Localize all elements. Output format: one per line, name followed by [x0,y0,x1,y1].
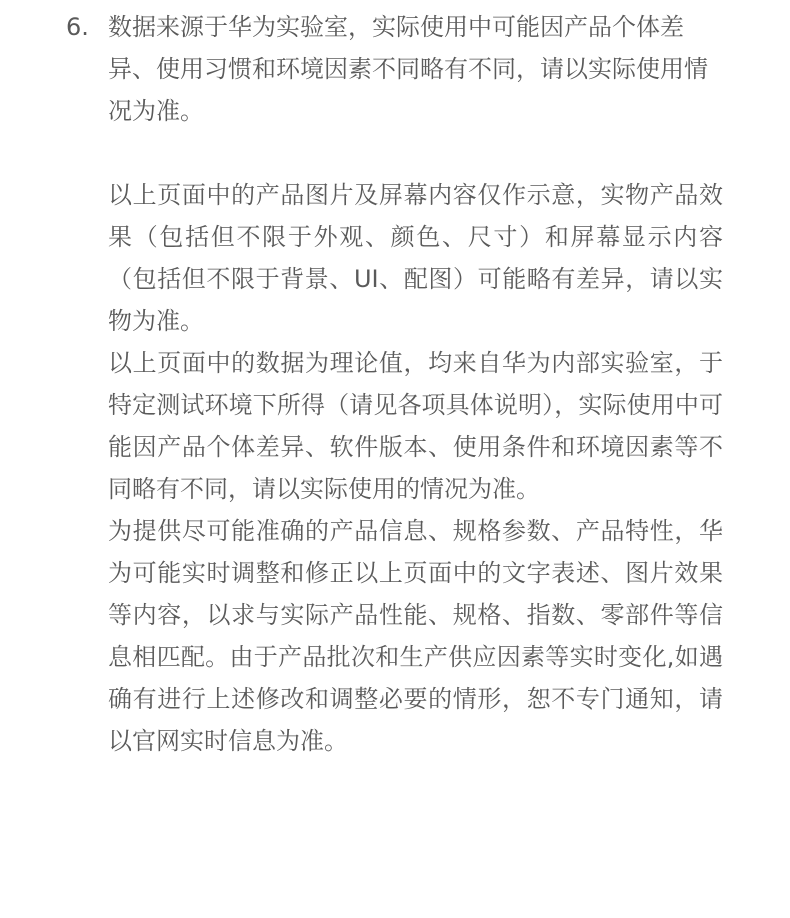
paragraph-image-disclaimer: 以上页面中的产品图片及屏幕内容仅作示意，实物产品效果（包括但不限于外观、颜色、尺寸）和屏幕显示内容（包括但不限于背景、UI、配图）可能略有差异，请以实物为准。 [108,181,723,335]
paragraph-data-disclaimer: 以上页面中的数据为理论值，均来自华为内部实验室，于特定测试环境下所得（请见各项具体说明），实际使用中可能因产品个体差异、软件版本、使用条件和环境因素等不同略有不同，请以实际使用的情况为准。 [108,349,723,503]
paragraph-update-disclaimer: 为提供尽可能准确的产品信息、规格参数、产品特性，华为可能实时调整和修正以上页面中的文字表述、图片效果等内容，以求与实际产品性能、规格、指数、零部件等信息相匹配。由于产品批次和生产供应因素等实时变化,如遇确有进行上述修改和调整必要的情形，恕不专门通知，请以官网实时信息为准。 [108,517,723,755]
note-text: 数据来源于华为实验室，实际使用中可能因产品个体差异、使用习惯和环境因素不同略有不同，请以实际使用情况为准。 [108,13,708,125]
note-number: 6. [66,13,89,41]
numbered-note [66,6,726,132]
